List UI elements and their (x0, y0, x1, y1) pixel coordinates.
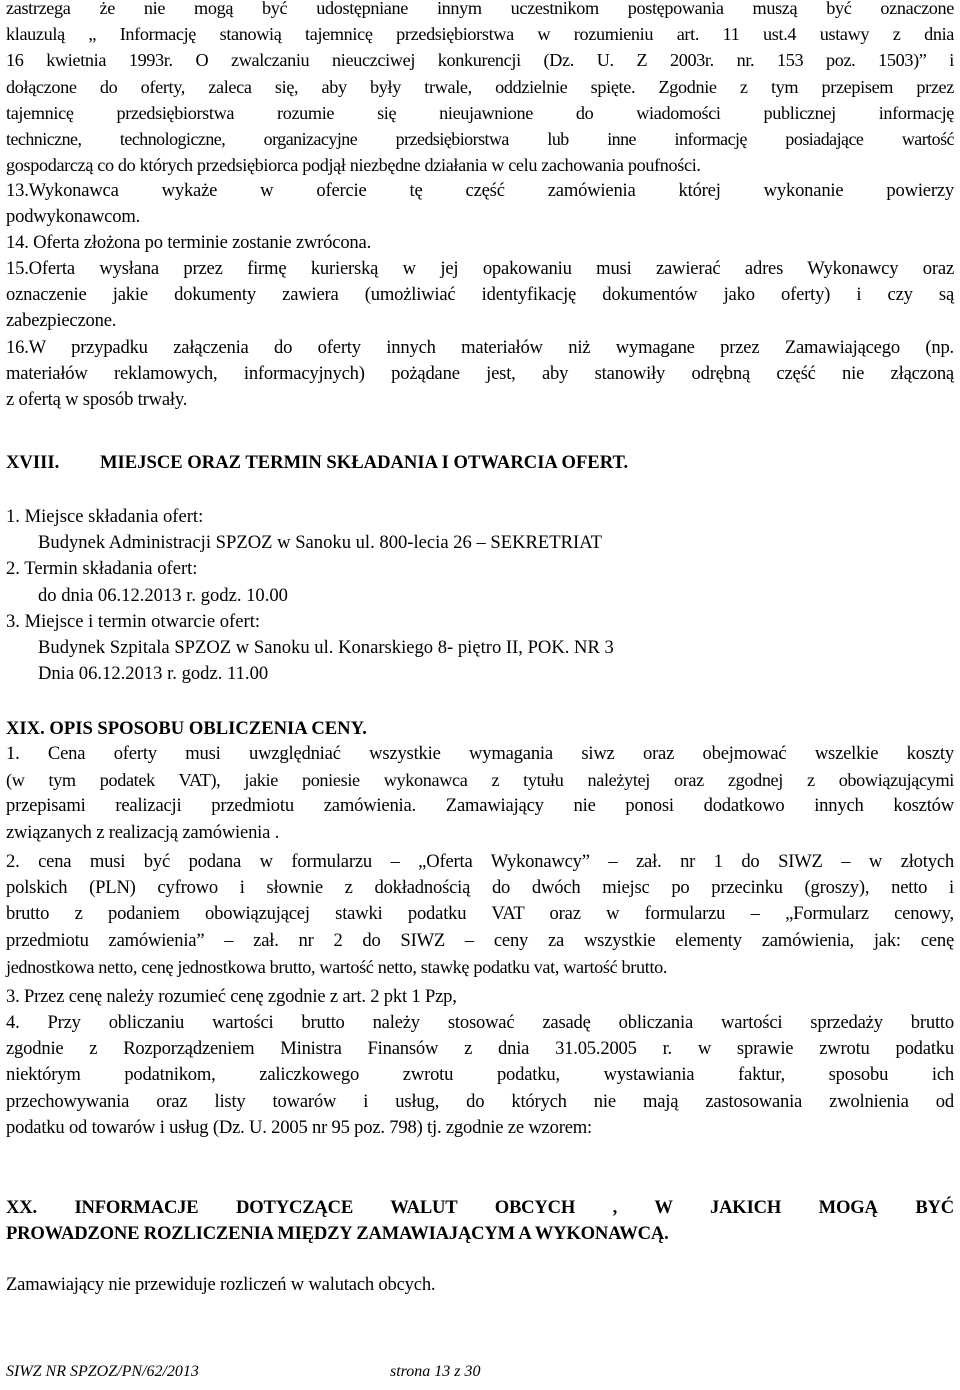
confidentiality-paragraph (6, 0, 954, 178)
text-line: zabezpieczone. (6, 310, 117, 332)
page-number: strona 13 z 30 (390, 1363, 481, 1380)
section-title: MIEJSCE ORAZ TERMIN SKŁADANIA I OTWARCIA OFERT. (100, 452, 629, 473)
text-line: 3. Przez cenę należy rozumieć cenę zgodnie z art. 2 pkt 1 Pzp, (6, 986, 457, 1007)
page-footer (6, 1363, 481, 1381)
text-line: Dnia 06.12.2013 r. godz. 11.00 (38, 663, 269, 685)
text-line: 16.W przypadku załączenia do oferty innych materiałów niż wymagane przez Zamawiającego (np. (6, 337, 954, 358)
text-line: przechowywania oraz listy towarów i usług, do których nie mają zastosowania zwolnienia od (6, 1090, 954, 1112)
text-line: z ofertą w sposób trwały. (6, 389, 188, 411)
heading-line: XX. INFORMACJE DOTYCZĄCE WALUT OBCYCH , W JAKICH MOGĄ BYĆ (6, 1197, 954, 1218)
text-line: 3. Miejsce i termin otwarcie ofert: (6, 610, 261, 632)
text-line: zastrzega że nie mogą być udostępniane innym uczestnikom postępowania muszą być oznaczone (6, 0, 954, 18)
text-line: podwykonawcom. (6, 206, 141, 228)
section-xx-heading (6, 1195, 954, 1247)
text-line: do dnia 06.12.2013 r. godz. 10.00 (38, 584, 288, 606)
section-xix-p2 (6, 849, 954, 980)
text-line: polskich (PLN) cyfrowo i słownie z dokładnością do dwóch miejsc po przecinku (groszy), netto i (6, 877, 954, 899)
section-xix-heading: XIX. OPIS SPOSOBU OBLICZENIA CENY. (6, 718, 367, 739)
text-line: 4. Przy obliczaniu wartości brutto należy stosować zasadę obliczania wartości sprzedaży brutto (6, 1012, 954, 1033)
text-line: oznaczenie jakie dokumenty zawiera (umożliwiać identyfikację dokumentów jako oferty) i czy są (6, 284, 954, 306)
section-xix-p4 (6, 1010, 954, 1141)
text-line: związanych z realizacją zamówienia . (6, 821, 280, 843)
text-line: 13.Wykonawca wykaże w ofercie tę część zamówienia której wykonanie powierzy (6, 180, 954, 201)
text-line: klauzulą „ Informację stanowią tajemnicę przedsiębiorstwa w rozumieniu art. 11 ust.4 ustawy z dnia (6, 24, 954, 45)
text-line: Zamawiający nie przewiduje rozliczeń w walutach obcych. (6, 1274, 436, 1295)
section-xviii-heading (6, 452, 628, 474)
item-16 (6, 335, 954, 414)
item-13 (6, 178, 954, 230)
item-14 (6, 230, 954, 256)
document-id: SIWZ NR SPZOZ/PN/62/2013 (6, 1363, 199, 1380)
text-line: dołączone do oferty, zaleca się, aby były trwale, oddzielnie spięte. Zgodnie z tym przepisem przez (6, 76, 954, 97)
text-line: (w tym podatek VAT), jakie poniesie wykonawca z tytułu należytej oraz zgodnej z obowiązującymi (6, 770, 954, 791)
text-line: Budynek Administracji SPZOZ w Sanoku ul. 800-lecia 26 – SEKRETRIAT (38, 532, 602, 554)
text-line: 16 kwietnia 1993r. O zwalczaniu nieuczciwej konkurencji (Dz. U. Z 2003r. nr. 153 poz. 1503)” i (6, 50, 954, 71)
text-line: gospodarczą co do których przedsiębiorca podjął niezbędne działania w celu zachowania poufności. (6, 155, 701, 176)
item-15 (6, 256, 954, 335)
text-line: niektórym podatnikom, zaliczkowego zwrotu podatku, wystawiania faktur, sposobu ich (6, 1064, 954, 1086)
section-xviii-details (6, 504, 954, 687)
heading-line: PROWADZONE ROZLICZENIA MIĘDZY ZAMAWIAJĄCYM A WYKONAWCĄ. (6, 1223, 669, 1245)
text-line: techniczne, technologiczne, organizacyjne przedsiębiorstwa lub inne informację posiadające wartość (6, 129, 954, 150)
section-xix-p3 (6, 984, 954, 1010)
text-line: przepisami realizacji przedmiotu zamówienia. Zamawiający nie ponosi dodatkowo innych kosztów (6, 795, 954, 817)
text-line: 2. cena musi być podana w formularzu – „Oferta Wykonawcy” – zał. nr 1 do SIWZ – w złotych (6, 851, 954, 872)
text-line: 15.Oferta wysłana przez firmę kurierską w jej opakowaniu musi zawierać adres Wykonawcy oraz (6, 258, 954, 279)
text-line: jednostkowa netto, cenę jednostkowa brutto, wartość netto, stawkę podatku vat, wartość brutto. (6, 956, 668, 977)
text-line: Budynek Szpitala SPZOZ w Sanoku ul. Konarskiego 8- piętro II, POK. NR 3 (38, 637, 614, 659)
text-line: 1. Miejsce składania ofert: (6, 506, 204, 527)
section-number: XVIII. (6, 452, 60, 473)
text-line: przedmiotu zamówienia” – zał. nr 2 do SIWZ – ceny za wszystkie elementy zamówienia, jak: cenę (6, 929, 954, 951)
text-line: 2. Termin składania ofert: (6, 558, 198, 580)
text-line: 14. Oferta złożona po terminie zostanie zwrócona. (6, 232, 372, 253)
text-line: brutto z podaniem obowiązującej stawki podatku VAT oraz w formularzu – „Formularz cenowy, (6, 903, 954, 925)
section-xix-p1 (6, 741, 954, 846)
text-line: zgodnie z Rozporządzeniem Ministra Finansów z dnia 31.05.2005 r. w sprawie zwrotu podatku (6, 1038, 954, 1060)
text-line: tajemnicę przedsiębiorstwa rozumie się nieujawnione do wiadomości publicznej informację (6, 102, 954, 123)
text-line: materiałów reklamowych, informacyjnych) pożądane jest, aby stanowiły odrębną część nie złączoną (6, 363, 954, 385)
text-line: podatku od towarów i usług (Dz. U. 2005 nr 95 poz. 798) tj. zgodnie ze wzorem: (6, 1116, 592, 1138)
section-xx-text (6, 1272, 954, 1298)
text-line: 1. Cena oferty musi uwzględniać wszystkie wymagania siwz oraz obejmować wszelkie koszty (6, 743, 954, 764)
